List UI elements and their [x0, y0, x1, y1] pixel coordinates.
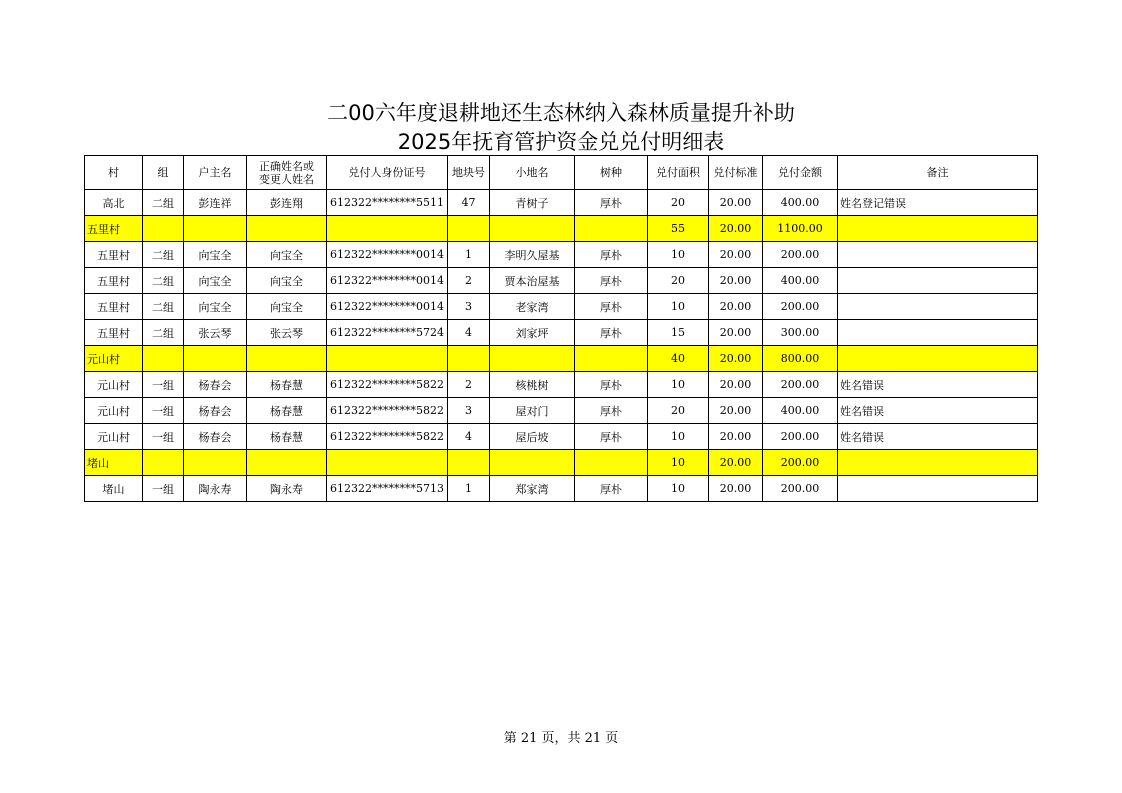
- cell-area: 10: [648, 424, 709, 450]
- cell-remark: [838, 476, 1038, 502]
- table-row: [85, 190, 1038, 216]
- cell-plot-no: 47: [448, 190, 490, 216]
- cell-standard: 20.00: [709, 268, 763, 294]
- cell-group: 二组: [143, 294, 184, 320]
- header-place: 小地名: [490, 156, 575, 190]
- cell-corrected-name: 杨春慧: [247, 398, 327, 424]
- header-row: [85, 156, 1038, 190]
- cell-plot-no: [448, 216, 490, 242]
- cell-village: 高北: [85, 190, 143, 216]
- cell-village: 五里村: [85, 320, 143, 346]
- cell-id-number: 612322********5713: [327, 476, 448, 502]
- cell-standard: 20.00: [709, 398, 763, 424]
- header-group: 组: [143, 156, 184, 190]
- cell-remark: [838, 216, 1038, 242]
- cell-plot-no: 2: [448, 268, 490, 294]
- header-corrected-name-text: 正确姓名或变更人姓名: [259, 159, 314, 186]
- cell-standard: 20.00: [709, 294, 763, 320]
- table-row: [85, 372, 1038, 398]
- cell-corrected-name: [247, 216, 327, 242]
- table-row: [85, 242, 1038, 268]
- cell-id-number: [327, 450, 448, 476]
- cell-group: 二组: [143, 268, 184, 294]
- cell-tree: 厚朴: [575, 242, 648, 268]
- header-id-number: 兑付人身份证号: [327, 156, 448, 190]
- header-standard: 兑付标准: [709, 156, 763, 190]
- cell-place: 贾本治屋基: [490, 268, 575, 294]
- cell-area: 10: [648, 372, 709, 398]
- cell-id-number: 612322********0014: [327, 294, 448, 320]
- cell-corrected-name: 陶永寿: [247, 476, 327, 502]
- cell-owner: 向宝全: [184, 242, 247, 268]
- cell-id-number: 612322********5511: [327, 190, 448, 216]
- cell-group: 二组: [143, 320, 184, 346]
- header-area: 兑付面积: [648, 156, 709, 190]
- cell-remark: 姓名错误: [838, 424, 1038, 450]
- header-village: 村: [85, 156, 143, 190]
- cell-plot-no: 1: [448, 476, 490, 502]
- cell-area: 10: [648, 476, 709, 502]
- cell-owner: 彭连祥: [184, 190, 247, 216]
- cell-area: 10: [648, 450, 709, 476]
- header-tree: 树种: [575, 156, 648, 190]
- cell-plot-no: 4: [448, 424, 490, 450]
- cell-amount: 200.00: [763, 372, 838, 398]
- table-row: [85, 476, 1038, 502]
- cell-village: 堵山: [85, 476, 143, 502]
- cell-standard: 20.00: [709, 424, 763, 450]
- cell-area: 40: [648, 346, 709, 372]
- cell-amount: 200.00: [763, 424, 838, 450]
- cell-group: 一组: [143, 424, 184, 450]
- document-title-line1: 二00六年度退耕地还生态林纳入森林质量提升补助: [327, 101, 795, 125]
- cell-village: 五里村: [85, 216, 143, 242]
- cell-group: 二组: [143, 190, 184, 216]
- cell-group: [143, 450, 184, 476]
- cell-amount: 1100.00: [763, 216, 838, 242]
- cell-place: 刘家坪: [490, 320, 575, 346]
- cell-owner: [184, 450, 247, 476]
- cell-standard: 20.00: [709, 346, 763, 372]
- cell-remark: 姓名错误: [838, 372, 1038, 398]
- cell-owner: 杨春会: [184, 398, 247, 424]
- cell-standard: 20.00: [709, 320, 763, 346]
- cell-place: [490, 216, 575, 242]
- cell-tree: [575, 346, 648, 372]
- cell-plot-no: [448, 346, 490, 372]
- payment-detail-table: [84, 155, 1038, 502]
- cell-village: 堵山: [85, 450, 143, 476]
- header-plot-no: 地块号: [448, 156, 490, 190]
- cell-plot-no: 4: [448, 320, 490, 346]
- cell-remark: [838, 450, 1038, 476]
- cell-owner: [184, 346, 247, 372]
- cell-id-number: 612322********0014: [327, 268, 448, 294]
- cell-place: [490, 450, 575, 476]
- cell-corrected-name: 彭连翔: [247, 190, 327, 216]
- cell-id-number: 612322********5822: [327, 398, 448, 424]
- subtotal-row: [85, 216, 1038, 242]
- header-owner: 户主名: [184, 156, 247, 190]
- cell-standard: 20.00: [709, 190, 763, 216]
- cell-plot-no: 3: [448, 398, 490, 424]
- cell-group: 一组: [143, 372, 184, 398]
- cell-tree: [575, 450, 648, 476]
- cell-id-number: 612322********5724: [327, 320, 448, 346]
- cell-owner: 杨春会: [184, 424, 247, 450]
- cell-standard: 20.00: [709, 476, 763, 502]
- cell-id-number: 612322********5822: [327, 424, 448, 450]
- cell-id-number: [327, 216, 448, 242]
- cell-tree: 厚朴: [575, 372, 648, 398]
- cell-id-number: 612322********5822: [327, 372, 448, 398]
- cell-group: 一组: [143, 398, 184, 424]
- cell-place: 屋对门: [490, 398, 575, 424]
- cell-remark: 姓名登记错误: [838, 190, 1038, 216]
- cell-area: 15: [648, 320, 709, 346]
- cell-village: 元山村: [85, 346, 143, 372]
- cell-place: 青树子: [490, 190, 575, 216]
- table-row: [85, 294, 1038, 320]
- cell-standard: 20.00: [709, 372, 763, 398]
- cell-place: 李明久屋基: [490, 242, 575, 268]
- cell-group: 一组: [143, 476, 184, 502]
- cell-tree: 厚朴: [575, 424, 648, 450]
- subtotal-row: [85, 346, 1038, 372]
- cell-amount: 800.00: [763, 346, 838, 372]
- cell-area: 10: [648, 242, 709, 268]
- cell-village: 五里村: [85, 242, 143, 268]
- cell-village: 元山村: [85, 398, 143, 424]
- cell-amount: 200.00: [763, 450, 838, 476]
- cell-corrected-name: 杨春慧: [247, 424, 327, 450]
- cell-remark: [838, 242, 1038, 268]
- cell-group: 二组: [143, 242, 184, 268]
- cell-tree: [575, 216, 648, 242]
- cell-amount: 400.00: [763, 190, 838, 216]
- cell-tree: 厚朴: [575, 190, 648, 216]
- cell-amount: 400.00: [763, 398, 838, 424]
- cell-remark: [838, 320, 1038, 346]
- cell-remark: [838, 294, 1038, 320]
- cell-tree: 厚朴: [575, 398, 648, 424]
- cell-group: [143, 346, 184, 372]
- cell-remark: 姓名错误: [838, 398, 1038, 424]
- cell-owner: 向宝全: [184, 294, 247, 320]
- cell-village: 元山村: [85, 424, 143, 450]
- cell-area: 10: [648, 294, 709, 320]
- cell-plot-no: 1: [448, 242, 490, 268]
- cell-id-number: [327, 346, 448, 372]
- cell-area: 20: [648, 190, 709, 216]
- header-corrected-name: [247, 156, 327, 190]
- cell-amount: 200.00: [763, 242, 838, 268]
- cell-amount: 400.00: [763, 268, 838, 294]
- cell-village: 元山村: [85, 372, 143, 398]
- cell-standard: 20.00: [709, 450, 763, 476]
- cell-tree: 厚朴: [575, 294, 648, 320]
- cell-corrected-name: 向宝全: [247, 242, 327, 268]
- header-remark: 备注: [838, 156, 1038, 190]
- cell-area: 20: [648, 398, 709, 424]
- cell-tree: 厚朴: [575, 476, 648, 502]
- cell-amount: 300.00: [763, 320, 838, 346]
- cell-tree: 厚朴: [575, 268, 648, 294]
- cell-owner: [184, 216, 247, 242]
- cell-corrected-name: 张云琴: [247, 320, 327, 346]
- document-title-line2: 2025年抚育管护资金兑兑付明细表: [397, 130, 725, 154]
- cell-place: 核桃树: [490, 372, 575, 398]
- cell-corrected-name: 杨春慧: [247, 372, 327, 398]
- cell-corrected-name: 向宝全: [247, 294, 327, 320]
- cell-id-number: 612322********0014: [327, 242, 448, 268]
- cell-standard: 20.00: [709, 242, 763, 268]
- cell-corrected-name: 向宝全: [247, 268, 327, 294]
- subtotal-row: [85, 450, 1038, 476]
- cell-plot-no: 2: [448, 372, 490, 398]
- cell-place: 屋后坡: [490, 424, 575, 450]
- cell-owner: 向宝全: [184, 268, 247, 294]
- cell-area: 20: [648, 268, 709, 294]
- cell-area: 55: [648, 216, 709, 242]
- cell-standard: 20.00: [709, 216, 763, 242]
- cell-place: 老家湾: [490, 294, 575, 320]
- cell-remark: [838, 268, 1038, 294]
- cell-corrected-name: [247, 450, 327, 476]
- cell-owner: 张云琴: [184, 320, 247, 346]
- cell-village: 五里村: [85, 294, 143, 320]
- cell-plot-no: [448, 450, 490, 476]
- cell-plot-no: 3: [448, 294, 490, 320]
- cell-amount: 200.00: [763, 294, 838, 320]
- header-amount: 兑付金额: [763, 156, 838, 190]
- cell-owner: 杨春会: [184, 372, 247, 398]
- table-row: [85, 424, 1038, 450]
- table-row: [85, 320, 1038, 346]
- cell-tree: 厚朴: [575, 320, 648, 346]
- cell-owner: 陶永寿: [184, 476, 247, 502]
- cell-group: [143, 216, 184, 242]
- table-row: [85, 398, 1038, 424]
- cell-amount: 200.00: [763, 476, 838, 502]
- page-number: 第 21 页，共 21 页: [503, 731, 619, 746]
- table-row: [85, 268, 1038, 294]
- cell-place: 郑家湾: [490, 476, 575, 502]
- cell-village: 五里村: [85, 268, 143, 294]
- cell-corrected-name: [247, 346, 327, 372]
- cell-remark: [838, 346, 1038, 372]
- cell-place: [490, 346, 575, 372]
